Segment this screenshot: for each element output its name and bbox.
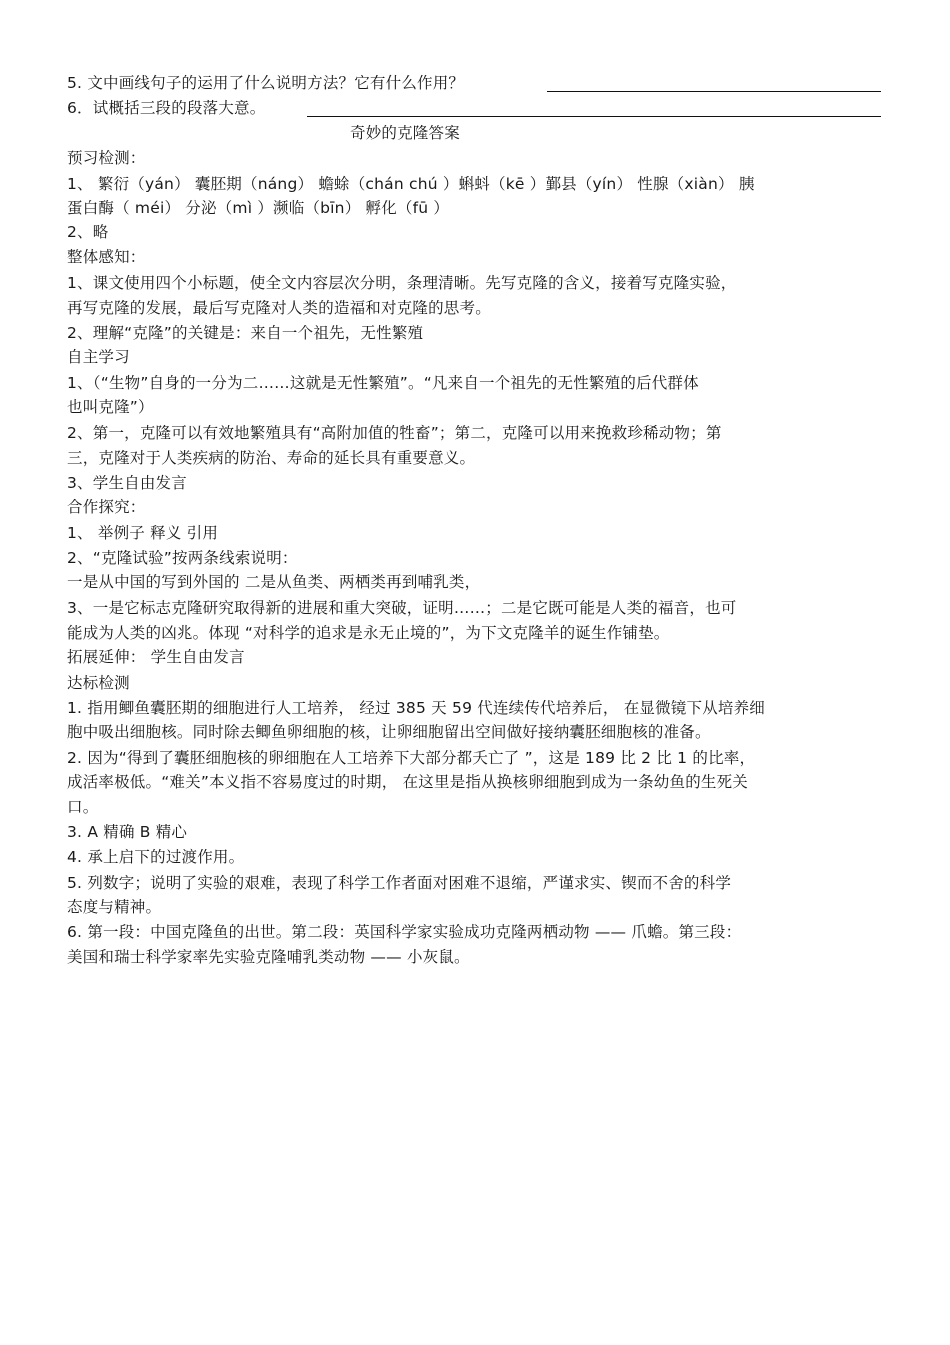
answer-blank-6 bbox=[307, 116, 881, 117]
text-line: 整体感知： bbox=[67, 248, 146, 266]
question-5: 5. 文中画线句子的运用了什么说明方法？它有什么作用？ bbox=[67, 74, 465, 92]
text-line: 态度与精神。 bbox=[67, 898, 162, 916]
text-line: 2、略 bbox=[67, 223, 109, 241]
text-line: 成活率极低。“难关”本义指不容易度过的时期， 在这里是指从换核卵细胞到成为一条幼鱼的生死关 bbox=[67, 773, 748, 791]
text-line: 2、第一，克隆可以有效地繁殖具有“高附加值的牲畜”；第二，克隆可以用来挽救珍稀动物；第 bbox=[67, 424, 722, 442]
text-line: 口。 bbox=[67, 798, 99, 816]
text-line: 1、（“生物”自身的一分为二……这就是无性繁殖”。“凡来自一个祖先的无性繁殖的后代群体 bbox=[67, 374, 699, 392]
text-line: 2. 因为“得到了囊胚细胞核的卵细胞在人工培养下大部分都夭亡了 ”，这是 189 比 2 比 1 的比率， bbox=[67, 749, 756, 767]
text-line: 1、 繁衍（yán） 囊胚期（náng） 蟾蜍（chán chú ）蝌蚪（kē ）鄞县（yín） 性腺（xiàn） 胰 bbox=[67, 175, 755, 193]
text-line: 达标检测 bbox=[67, 674, 130, 692]
text-line: 也叫克隆”） bbox=[67, 398, 154, 416]
text-line: 自主学习 bbox=[67, 348, 130, 366]
text-line: 3、学生自由发言 bbox=[67, 474, 187, 492]
text-line: 4. 承上启下的过渡作用。 bbox=[67, 848, 245, 866]
text-line: 1. 指用鲫鱼囊胚期的细胞进行人工培养， 经过 385 天 59 代连续传代培养后， 在显微镜下从培养细 bbox=[67, 699, 765, 717]
text-line: 一是从中国的写到外国的 二是从鱼类、两栖类再到哺乳类， bbox=[67, 573, 481, 591]
text-line: 3. A 精确 B 精心 bbox=[67, 823, 188, 841]
text-line: 5. 列数字；说明了实验的艰难，表现了科学工作者面对困难不退缩，严谨求实、锲而不舍的科学 bbox=[67, 874, 732, 892]
question-6: 6．试概括三段的段落大意。 bbox=[67, 99, 266, 117]
text-line: 2、理解“克隆”的关键是：来自一个祖先，无性繁殖 bbox=[67, 324, 424, 342]
text-line: 拓展延伸： 学生自由发言 bbox=[67, 648, 245, 666]
text-line: 1、 举例子 释义 引用 bbox=[67, 524, 219, 542]
text-line: 2、“克隆试验”按两条线索说明： bbox=[67, 549, 298, 567]
text-line: 1、课文使用四个小标题，使全文内容层次分明，条理清晰。先写克隆的含义，接着写克隆实验， bbox=[67, 274, 737, 292]
text-line: 能成为人类的凶兆。体现 “对科学的追求是永无止境的”，为下文克隆羊的诞生作铺垫。 bbox=[67, 624, 670, 642]
page-title: 奇妙的克隆答案 bbox=[350, 124, 460, 142]
text-line: 蛋白酶（ méi） 分泌（mì ）濒临（bīn） 孵化（fū ） bbox=[67, 199, 450, 217]
answer-blank-5 bbox=[547, 91, 881, 92]
text-line: 美国和瑞士科学家率先实验克隆哺乳类动物 —— 小灰鼠。 bbox=[67, 948, 470, 966]
text-line: 合作探究： bbox=[67, 498, 146, 516]
text-line: 胞中吸出细胞核。同时除去鲫鱼卵细胞的核，让卵细胞留出空间做好接纳囊胚细胞核的准备。 bbox=[67, 723, 711, 741]
text-line: 再写克隆的发展，最后写克隆对人类的造福和对克隆的思考。 bbox=[67, 299, 491, 317]
text-line: 预习检测： bbox=[67, 149, 146, 167]
text-line: 6. 第一段：中国克隆鱼的出世。第二段：英国科学家实验成功克隆两栖动物 —— 爪蟾。第三段： bbox=[67, 923, 742, 941]
text-line: 3、一是它标志克隆研究取得新的进展和重大突破，证明……；二是它既可能是人类的福音，也可 bbox=[67, 599, 737, 617]
text-line: 三，克隆对于人类疾病的防治、寿命的延长具有重要意义。 bbox=[67, 449, 476, 467]
